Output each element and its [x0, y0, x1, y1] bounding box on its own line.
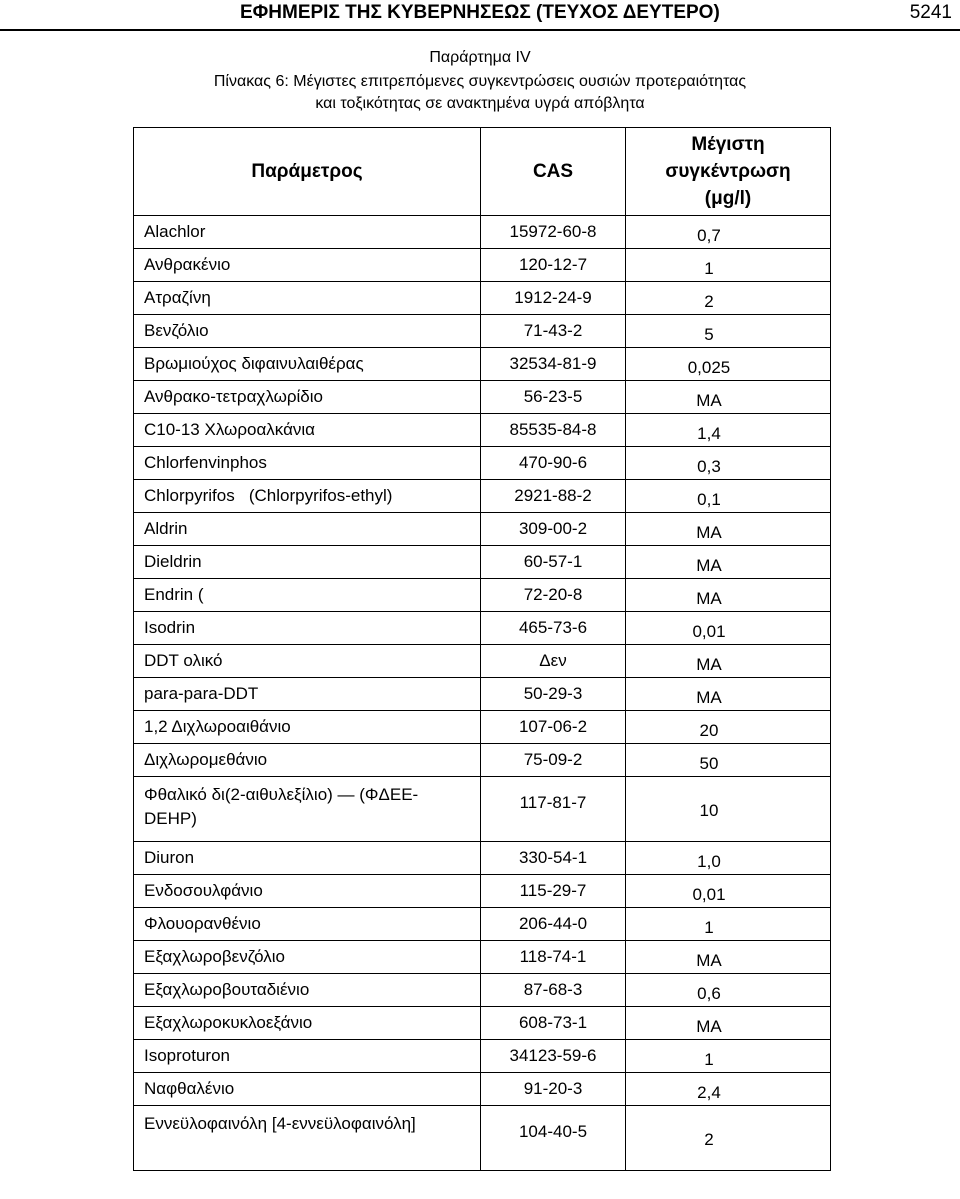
row-value: 1,4 [697, 424, 721, 443]
row-parameter: Chlorpyrifos (Chlorpyrifos-ethyl) [144, 486, 393, 505]
header-divider [0, 29, 960, 31]
table-row [134, 711, 831, 744]
row-value: 0,7 [697, 226, 721, 245]
row-value: 2 [704, 1130, 714, 1149]
row-cas: 50-29-3 [523, 684, 583, 703]
row-parameter: Chlorfenvinphos [144, 453, 267, 472]
row-value: 50 [699, 754, 719, 773]
table-row [134, 678, 831, 711]
row-cas: 118-74-1 [519, 947, 587, 966]
row-cas: 87-68-3 [523, 980, 583, 999]
row-value: 0,025 [687, 358, 731, 377]
table-row [134, 447, 831, 480]
row-cas: 56-23-5 [523, 387, 583, 406]
row-cas: 15972-60-8 [509, 222, 597, 241]
row-cas: 34123-59-6 [509, 1046, 597, 1065]
row-value: 2,4 [697, 1083, 721, 1102]
table-row [134, 612, 831, 645]
row-cas: Δεν [539, 651, 567, 670]
header-max-concentration [626, 128, 831, 216]
row-value: ΜΑ [696, 556, 722, 575]
row-value: ΜΑ [696, 1017, 722, 1036]
row-parameter: Εξαχλωροβουταδιένιο [144, 980, 310, 999]
header-parameter: Παράμετρος [134, 128, 481, 216]
row-parameter: Διχλωρομεθάνιο [144, 750, 268, 769]
row-cas: 470-90-6 [518, 453, 588, 472]
row-value: 0,6 [697, 984, 721, 1003]
row-cas: 91-20-3 [523, 1079, 583, 1098]
table-caption-line-1: Πίνακας 6: Μέγιστες επιτρεπόμενες συγκεντρώσεις ουσιών προτεραιότητας [213, 73, 747, 90]
row-parameter: Φλουορανθένιο [144, 914, 261, 933]
header-cas: CAS [481, 128, 626, 216]
row-parameter: Ατραζίνη [144, 288, 211, 307]
row-cas: 72-20-8 [523, 585, 583, 604]
row-value: 10 [699, 801, 719, 820]
row-cas: 115-29-7 [519, 881, 587, 900]
row-parameter: Diuron [144, 848, 195, 867]
row-parameter: Ανθρακένιο [144, 255, 231, 274]
row-parameter: Βρωμιούχος διφαινυλαιθέρας [144, 354, 364, 373]
table-row [134, 777, 831, 842]
table-row [134, 546, 831, 579]
row-parameter: Βενζόλιο [144, 321, 209, 340]
row-cas: 120-12-7 [518, 255, 588, 274]
table-row [134, 744, 831, 777]
header-conc-line-2: συγκέντρωση [665, 161, 791, 182]
gazette-title: ΕΦΗΜΕΡΙΣ ΤΗΣ ΚΥΒΕΡΝΗΣΕΩΣ (ΤΕΥΧΟΣ ΔΕΥΤΕΡΟ) [240, 2, 720, 23]
row-value: 0,01 [692, 885, 726, 904]
row-parameter: Dieldrin [144, 552, 202, 571]
table-row [134, 1007, 831, 1040]
table-row [134, 480, 831, 513]
row-parameter: para-para-DDT [144, 684, 259, 703]
table-row [134, 513, 831, 546]
row-cas: 60-57-1 [523, 552, 583, 571]
row-cas: 104-40-5 [518, 1122, 588, 1141]
row-value: 1,0 [697, 852, 721, 871]
row-cas: 32534-81-9 [509, 354, 597, 373]
page-number: 5241 [909, 2, 952, 23]
row-value: 5 [704, 325, 714, 344]
table-row [134, 875, 831, 908]
row-cas: 206-44-0 [518, 914, 588, 933]
row-cas: 75-09-2 [523, 750, 583, 769]
table-row [134, 842, 831, 875]
row-parameter: DDT ολικό [144, 651, 223, 670]
row-parameter: Εννεϋλοφαινόλη [4-εννεϋλοφαινόλη] [144, 1114, 416, 1133]
row-parameter: Ενδοσουλφάνιο [144, 881, 263, 900]
row-value: 0,3 [697, 457, 721, 476]
table-row [134, 908, 831, 941]
table-row [134, 645, 831, 678]
row-value: 1 [704, 918, 714, 937]
row-parameter: C10-13 Χλωροαλκάνια [144, 420, 316, 439]
row-value: ΜΑ [696, 655, 722, 674]
row-parameter: Isoproturon [144, 1046, 230, 1065]
table-row [134, 315, 831, 348]
row-value: 1 [704, 259, 714, 278]
row-value: 0,1 [697, 490, 721, 509]
row-cas: 330-54-1 [518, 848, 588, 867]
table-row [134, 1106, 831, 1171]
table-caption-line-2: και τοξικότητας σε ανακτημένα υγρά απόβλητα [315, 95, 645, 112]
row-value: ΜΑ [696, 951, 722, 970]
table-row [134, 249, 831, 282]
table-row [134, 216, 831, 249]
row-cas: 309-00-2 [518, 519, 588, 538]
row-value: ΜΑ [696, 523, 722, 542]
row-parameter: Alachlor [144, 222, 206, 241]
table-row [134, 579, 831, 612]
row-parameter: Endrin ( [144, 585, 204, 604]
table-row [134, 414, 831, 447]
row-parameter: Εξαχλωροβενζόλιο [144, 947, 285, 966]
row-value: 0,01 [692, 622, 726, 641]
header-conc-line-1: Μέγιστη [691, 134, 765, 155]
concentration-table [133, 127, 831, 1171]
row-value: ΜΑ [696, 589, 722, 608]
table-row [134, 381, 831, 414]
row-value: ΜΑ [696, 391, 722, 410]
table-row [134, 1073, 831, 1106]
row-cas: 117-81-7 [519, 793, 587, 812]
row-value: ΜΑ [696, 688, 722, 707]
table-header-row [134, 128, 831, 216]
row-value: 2 [704, 292, 714, 311]
row-value: 20 [699, 721, 719, 740]
row-parameter: Εξαχλωροκυκλοεξάνιο [144, 1013, 313, 1032]
row-cas: 2921-88-2 [514, 486, 592, 505]
header-conc-line-3: (μg/l) [704, 188, 752, 209]
row-parameter: Φθαλικό δι(2-αιθυλεξίλιο) — (ΦΔΕΕ-DEHP) [144, 785, 419, 828]
annex-title: Παράρτημα IV [429, 49, 531, 66]
row-parameter: Isodrin [144, 618, 196, 637]
row-parameter: Ανθρακο-τετραχλωρίδιο [144, 387, 323, 406]
row-parameter: Aldrin [144, 519, 188, 538]
row-cas: 465-73-6 [518, 618, 588, 637]
row-cas: 1912-24-9 [514, 288, 592, 307]
row-parameter: 1,2 Διχλωροαιθάνιο [144, 717, 291, 736]
row-value: 1 [704, 1050, 714, 1069]
table-row [134, 1040, 831, 1073]
table-row [134, 974, 831, 1007]
row-cas: 608-73-1 [518, 1013, 588, 1032]
row-cas: 85535-84-8 [509, 420, 597, 439]
row-parameter: Ναφθαλένιο [144, 1079, 235, 1098]
row-cas: 107-06-2 [518, 717, 588, 736]
table-row [134, 282, 831, 315]
row-cas: 71-43-2 [523, 321, 583, 340]
table-row [134, 348, 831, 381]
table-row [134, 941, 831, 974]
